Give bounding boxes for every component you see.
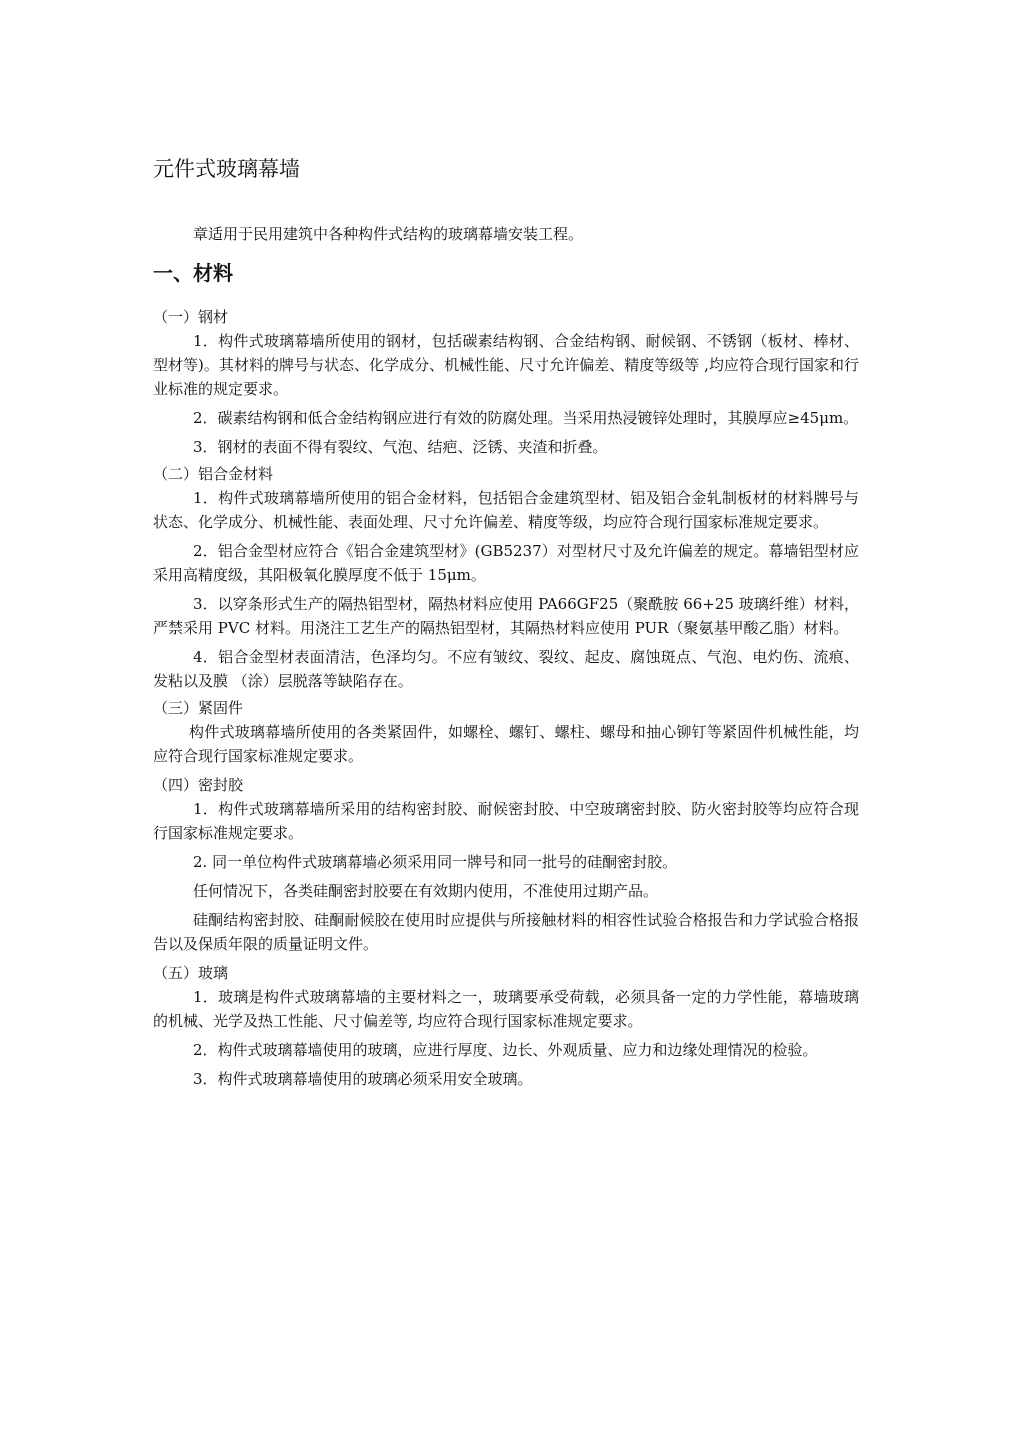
intro-paragraph: 章适用于民用建筑中各种构件式结构的玻璃幕墙安装工程。 [193,225,584,243]
paragraph: 1．构件式玻璃幕墙所使用的钢材，包括碳素结构钢、合金结构钢、耐候钢、不锈钢（板材、棒材、型材等)。其材料的牌号与状态、化学成分、机械性能、尺寸允许偏差、精度等级等 ,均应符合现行国家和行业标准的规定要求。 [153,332,859,398]
section-heading-materials: 一、材料 [153,261,233,285]
paragraph: 1．构件式玻璃幕墙所使用的铝合金材料，包括铝合金建筑型材、铝及铝合金轧制板材的材料牌号与状态、化学成分、机械性能、表面处理、尺寸允许偏差、精度等级，均应符合现行国家标准规定要求。 [153,489,859,531]
section-fasteners [153,696,859,768]
paragraph: 2．铝合金型材应符合《铝合金建筑型材》(GB5237）对型材尺寸及允许偏差的规定。幕墙铝型材应采用高精度级，其阳极氧化膜厚度不低于 15μm。 [153,542,859,584]
document-body [153,305,859,1096]
section-sealant [153,773,859,956]
paragraph: 3．钢材的表面不得有裂纹、气泡、结疤、泛锈、夹渣和折叠。 [193,438,608,456]
paragraph: 硅酮结构密封胶、硅酮耐候胶在使用时应提供与所接触材料的相容性试验合格报告和力学试验合格报告以及保质年限的质量证明文件。 [153,911,859,953]
subsection-heading: （三）紧固件 [153,699,244,717]
subsection-heading: （四）密封胶 [153,776,244,794]
paragraph: 3．以穿条形式生产的隔热铝型材，隔热材料应使用 PA66GF25（聚酰胺 66+25 玻璃纤维）材料，严禁采用 PVC 材料。用浇注工艺生产的隔热铝型材，其隔热材料应使用 PUR（聚氨基甲酸乙脂）材料。 [153,595,859,637]
subsection-heading: （五）玻璃 [153,964,229,982]
subsection-heading: （一）钢材 [153,308,229,326]
section-aluminum [153,462,859,693]
paragraph: 3．构件式玻璃幕墙使用的玻璃必须采用安全玻璃。 [193,1070,533,1088]
paragraph: 构件式玻璃幕墙所使用的各类紧固件，如螺栓、螺钉、螺柱、螺母和抽心铆钉等紧固件机械性能，均应符合现行国家标准规定要求。 [153,723,859,765]
paragraph: 任何情况下，各类硅酮密封胶要在有效期内使用，不准使用过期产品。 [193,882,659,900]
paragraph: 4．铝合金型材表面清洁，色泽均匀。不应有皱纹、裂纹、起皮、腐蚀斑点、气泡、电灼伤、流痕、发粘以及膜 （涂）层脱落等缺陷存在。 [153,648,859,690]
document-title: 元件式玻璃幕墙 [153,157,300,181]
paragraph: 1．构件式玻璃幕墙所采用的结构密封胶、耐候密封胶、中空玻璃密封胶、防火密封胶等均应符合现行国家标准规定要求。 [153,800,859,842]
subsection-heading: （二）铝合金材料 [153,465,274,483]
section-steel [153,305,859,459]
paragraph: 2. 同一单位构件式玻璃幕墙必须采用同一牌号和同一批号的硅酮密封胶。 [193,853,678,871]
paragraph: 2．碳素结构钢和低合金结构钢应进行有效的防腐处理。当采用热浸镀锌处理时，其膜厚应≥45μm。 [193,409,859,427]
paragraph: 1．玻璃是构件式玻璃幕墙的主要材料之一，玻璃要承受荷载，必须具备一定的力学性能，幕墙玻璃的机械、光学及热工性能、尺寸偏差等, 均应符合现行国家标准规定要求。 [153,988,859,1030]
paragraph: 2．构件式玻璃幕墙使用的玻璃，应进行厚度、边长、外观质量、应力和边缘处理情况的检验。 [193,1041,818,1059]
section-glass [153,961,859,1091]
